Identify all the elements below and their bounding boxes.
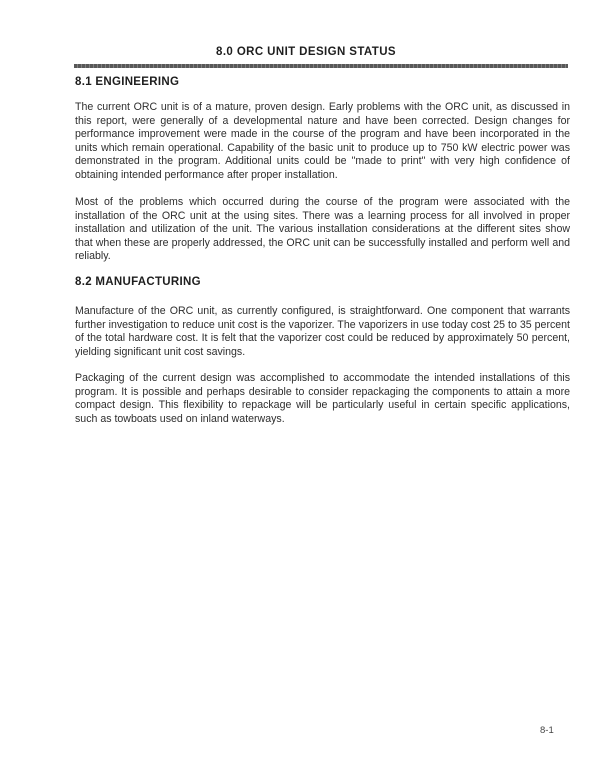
section-heading-manufacturing: 8.2 MANUFACTURING	[75, 276, 201, 288]
document-title: 8.0 ORC UNIT DESIGN STATUS	[216, 46, 396, 58]
paragraph-engineering-1: The current ORC unit is of a mature, proven design. Early problems with the ORC unit, as discussed in this report, were generally of a developmental nature and have been corrected. Design changes for performance improvement were made in the course of the program and have been incorporated in the units which remain operational. Capability of the basic unit to produce up to 750 kW electric power was demonstrated in the program. Additional units could be "made to print" with very high confidence of obtaining intended performance after proper installation.	[75, 101, 570, 181]
section-heading-engineering: 8.1 ENGINEERING	[75, 76, 180, 88]
paragraph-manufacturing-2: Packaging of the current design was accomplished to accommodate the intended installations of this program. It is possible and perhaps desirable to consider repackaging the components to attain a more compact design. This flexibility to repackage will be particularly useful in certain specific applications, such as towboats used on inland waterways.	[75, 372, 570, 425]
paragraph-manufacturing-1: Manufacture of the ORC unit, as currently configured, is straightforward. One component that warrants further investigation to reduce unit cost is the vaporizer. The vaporizers in use today cost 25 to 35 percent of the total hardware cost. It is felt that the vaporizer cost could be reduced by approximately 50 percent, yielding significant unit cost savings.	[75, 305, 570, 358]
paragraph-engineering-2: Most of the problems which occurred during the course of the program were associated with the installation of the ORC unit at the using sites. There was a learning process for all involved in proper installation and utilization of the unit. The various installation considerations at the different sites show that when these are properly addressed, the ORC unit can be successfully installed and perform well and reliably.	[75, 196, 570, 263]
title-underline-rule	[74, 64, 568, 68]
page-number: 8-1	[540, 725, 554, 736]
